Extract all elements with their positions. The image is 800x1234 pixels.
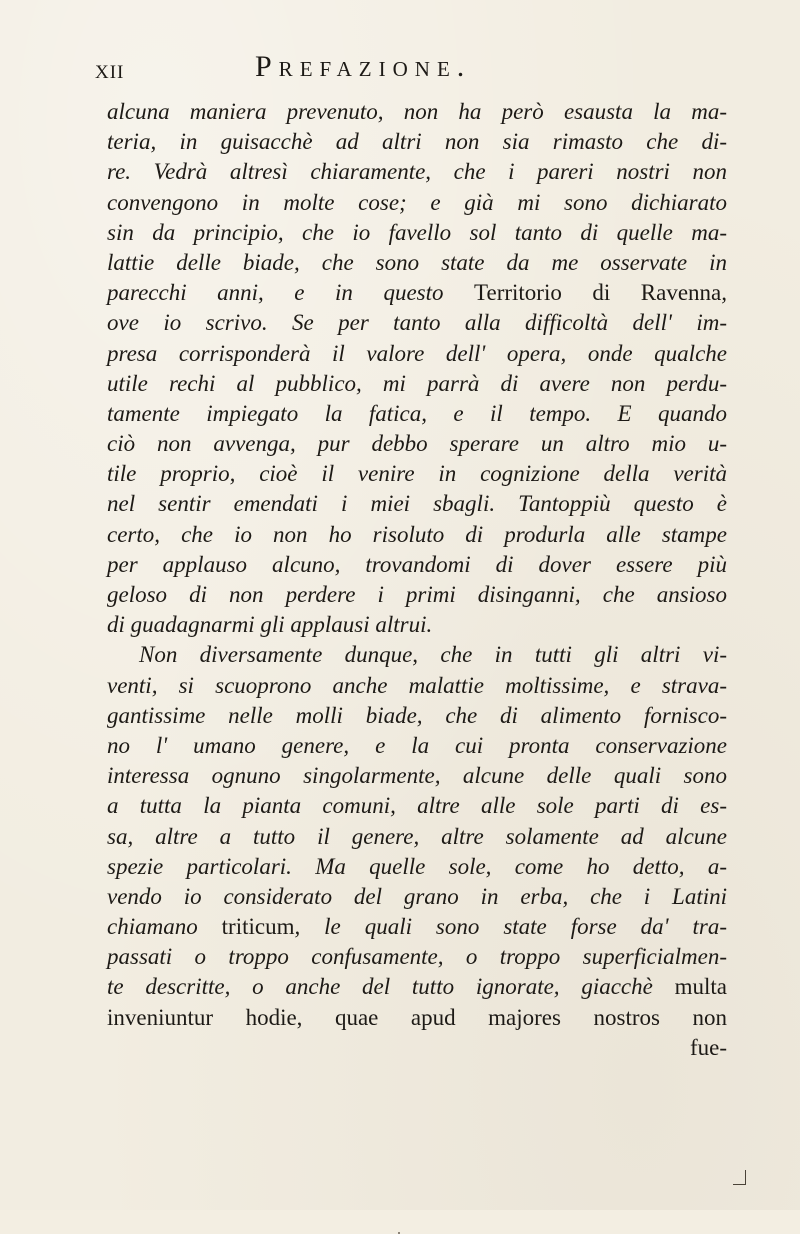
body-text bbox=[107, 97, 727, 1063]
roman-text-segment: Territorio di Ravenna bbox=[474, 280, 722, 306]
italic-text-segment: tile proprio, cioè il venire in cognizione della verità bbox=[107, 461, 727, 487]
italic-text-segment: alcuna maniera prevenuto, non ha però esausta la ma- bbox=[107, 99, 727, 124]
roman-text-segment: multa bbox=[674, 974, 727, 1000]
italic-text-segment: vendo io considerato del grano in erba, che i Latini bbox=[107, 883, 727, 909]
italic-text-segment: teria, in guisacchè ad altri non sia rimasto che di- bbox=[107, 129, 727, 155]
italic-text-segment: chiamano bbox=[107, 914, 222, 940]
roman-text-segment: inveniuntur hodie, quae apud majores nostros non bbox=[107, 1004, 727, 1030]
text-line bbox=[107, 882, 727, 912]
italic-text-segment: nel sentir emendati i miei sbagli. Tantoppiù questo è bbox=[107, 491, 727, 517]
page-number: XII bbox=[95, 62, 125, 83]
text-line bbox=[107, 761, 727, 791]
italic-text-segment: certo, che io non ho risoluto di produrla alle stampe bbox=[107, 521, 727, 547]
italic-text-segment: parecchi anni, e in questo bbox=[107, 280, 475, 306]
italic-text-segment: sin da principio, che io favello sol tanto di quelle ma- bbox=[107, 219, 727, 245]
italic-text-segment: , le quali sono state forse da' tra- bbox=[294, 914, 727, 940]
catchword-line bbox=[107, 1033, 727, 1063]
text-line bbox=[107, 188, 727, 218]
catchword: fue- bbox=[689, 1034, 727, 1060]
text-line bbox=[107, 852, 727, 882]
text-line bbox=[107, 822, 727, 852]
italic-text-segment: a tutta la pianta comuni, altre alle sole parti di es- bbox=[107, 793, 727, 819]
text-line bbox=[107, 520, 727, 550]
text-line bbox=[107, 671, 727, 701]
text-line bbox=[107, 550, 727, 580]
text-line bbox=[107, 791, 727, 821]
text-line bbox=[107, 701, 727, 731]
italic-text-segment: spezie particolari. Ma quelle sole, come ho detto, a- bbox=[107, 853, 727, 879]
running-title: Prefazione. bbox=[255, 50, 472, 83]
text-line bbox=[107, 157, 727, 187]
italic-text-segment: ciò non avvenga, pur debbo sperare un altro mio u- bbox=[107, 431, 727, 457]
italic-text-segment: te descritte, o anche del tutto ignorate, giacchè bbox=[107, 974, 675, 1000]
text-line bbox=[107, 127, 727, 157]
italic-text-segment: presa corrisponderà il valore dell' opera, onde qualche bbox=[107, 340, 727, 366]
italic-text-segment: re. Vedrà altresì chiaramente, che i pareri nostri non bbox=[107, 159, 727, 185]
text-line bbox=[107, 429, 727, 459]
text-line bbox=[107, 610, 727, 640]
italic-text-segment: venti, si scuoprono anche malattie moltissime, e strava- bbox=[107, 672, 727, 698]
text-line bbox=[107, 912, 727, 942]
text-line bbox=[107, 248, 727, 278]
italic-text-segment: convengono in molte cose; e già mi sono dichiarato bbox=[107, 189, 727, 215]
text-line bbox=[107, 399, 727, 429]
text-line bbox=[107, 1003, 727, 1033]
italic-text-segment: tamente impiegato la fatica, e il tempo. E quando bbox=[107, 400, 727, 426]
italic-text-segment: , bbox=[721, 280, 728, 306]
text-line bbox=[107, 580, 727, 610]
roman-text-segment: triticum bbox=[221, 914, 295, 940]
italic-text-segment: utile rechi al pubblico, mi parrà di avere non perdu- bbox=[107, 370, 727, 396]
italic-text-segment: gantissime nelle molli biade, che di alimento fornisco- bbox=[107, 702, 727, 728]
italic-text-segment: lattie delle biade, che sono state da me osservate in bbox=[107, 249, 727, 275]
corner-mark bbox=[733, 1170, 746, 1185]
text-line bbox=[107, 308, 727, 338]
text-line bbox=[107, 369, 727, 399]
page-header bbox=[95, 50, 735, 90]
text-line bbox=[107, 339, 727, 369]
text-line bbox=[107, 459, 727, 489]
italic-text-segment: passati o troppo confusamente, o troppo superficialmen- bbox=[107, 944, 727, 970]
italic-text-segment: per applauso alcuno, trovandomi di dover essere più bbox=[107, 551, 727, 577]
italic-text-segment: sa, altre a tutto il genere, altre solamente ad alcune bbox=[107, 823, 727, 849]
text-line bbox=[107, 218, 727, 248]
text-line bbox=[107, 97, 727, 127]
italic-text-segment: Non diversamente dunque, che in tutti gli altri vi- bbox=[139, 642, 727, 668]
text-line bbox=[107, 489, 727, 519]
text-line bbox=[107, 731, 727, 761]
italic-text-segment: geloso di non perdere i primi disinganni, che ansioso bbox=[107, 582, 727, 607]
text-line bbox=[107, 972, 727, 1002]
text-line bbox=[107, 640, 727, 670]
italic-text-segment: di guadagnarmi gli applausi altrui. bbox=[107, 612, 433, 638]
italic-text-segment: ove io scrivo. Se per tanto alla difficoltà dell' im- bbox=[107, 310, 727, 336]
text-line bbox=[107, 278, 727, 308]
text-line bbox=[107, 942, 727, 972]
italic-text-segment: interessa ognuno singolarmente, alcune delle quali sono bbox=[107, 763, 727, 789]
italic-text-segment: no l' umano genere, e la cui pronta conservazione bbox=[107, 732, 727, 758]
